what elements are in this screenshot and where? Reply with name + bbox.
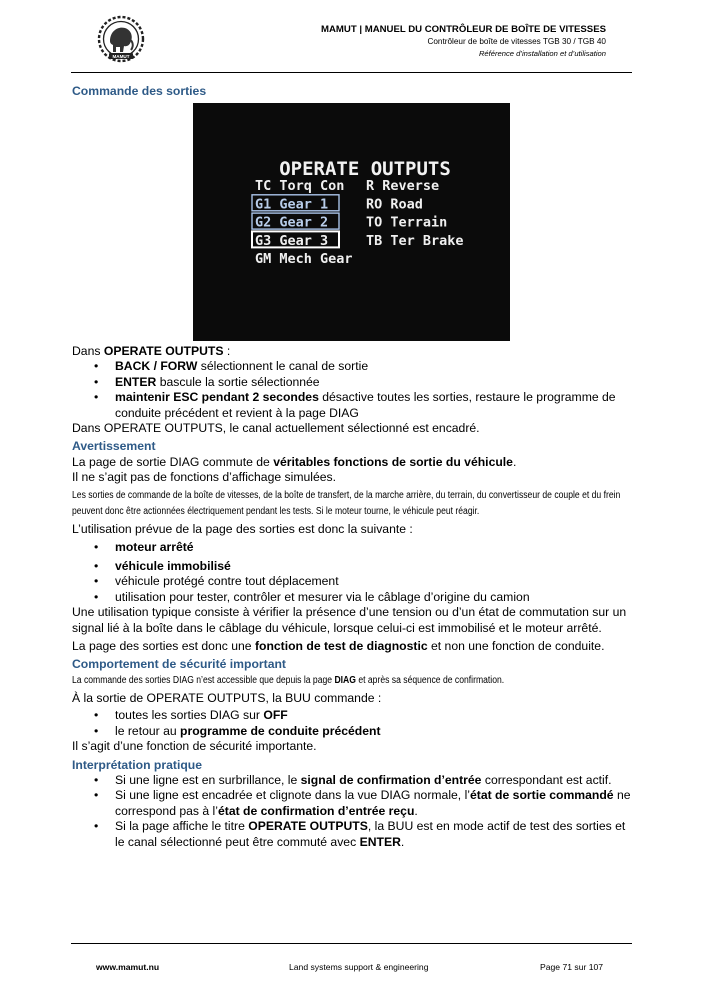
main-content <box>72 344 632 850</box>
list-item: • utilisation pour tester, contrôler et mesurer via le câblage d’origine du camion <box>115 590 632 605</box>
lcd-left-item: G3 Gear 3 <box>255 232 329 249</box>
typical-use-paragraph: Une utilisation typique consiste à vérifier la présence d’une tension ou d’un état de commutation sur un signal lié à la boîte dans le câblage du véhicule, lorsque celui-ci est immobilisé et le moteur arrêté. <box>72 605 627 635</box>
list-item: • toutes les sorties DIAG sur OFF <box>115 708 632 723</box>
safety-line-2: À la sortie de OPERATE OUTPUTS, la BUU commande : <box>72 690 382 705</box>
lcd-left-item: G1 Gear 1 <box>255 196 329 213</box>
lcd-title: OPERATE OUTPUTS <box>279 158 451 180</box>
practical-list <box>72 773 632 850</box>
safety-heading: Comportement de sécurité important <box>72 657 286 672</box>
controls-list <box>72 359 632 421</box>
section-title: Commande des sorties <box>72 84 207 98</box>
warning-detail: Les sorties de commande de la boîte de vitesses, de la boîte de transfert, de la marche arrière, du terrain, du convertisseur de couple et du frein peuvent donc être actionnées électriquement pendant les tests. Si le moteur tourne, le véhicule peut réagir. <box>72 489 621 517</box>
lcd-right-item: TO Terrain <box>366 214 448 231</box>
warning-line-1: La page de sortie DIAG commute de véritables fonctions de sortie du véhicule. <box>72 454 517 469</box>
safety-list <box>72 708 632 739</box>
list-item: • véhicule protégé contre tout déplacement <box>115 574 632 589</box>
list-item: • BACK / FORW sélectionnent le canal de sortie <box>115 359 632 374</box>
list-item: • maintenir ESC pendant 2 secondes désactive toutes les sorties, restaure le programme de conduite précédent et revient à la page DIAG <box>115 390 632 421</box>
list-item: • Si une ligne est encadrée et clignote dans la vue DIAG normale, l’état de sortie commandé ne correspond pas à l’état de confirmation d’entrée reçu. <box>115 788 632 819</box>
list-item: • moteur arrêté <box>115 540 632 555</box>
safety-line-3: Il s’agit d’une fonction de sécurité importante. <box>72 739 317 754</box>
header-reference: Référence d’installation et d’utilisation <box>478 49 606 58</box>
header-title: MAMUT | MANUEL DU CONTRÔLEUR DE BOÎTE DE VITESSES <box>320 24 606 35</box>
list-item: • Si la page affiche le titre OPERATE OUTPUTS, la BUU est en mode actif de test des sorties et le canal sélectionné peut être commuté avec ENTER. <box>115 819 632 850</box>
lcd-left-item: G2 Gear 2 <box>255 214 329 231</box>
list-item: • Si une ligne est en surbrillance, le signal de confirmation d’entrée correspondant est actif. <box>115 773 632 788</box>
intended-use-intro: L’utilisation prévue de la page des sorties est donc la suivante : <box>72 522 413 537</box>
footer-center: Land systems support & engineering <box>289 962 429 972</box>
lcd-display <box>193 103 510 341</box>
diagnostic-paragraph: La page des sorties est donc une fonction de test de diagnostic et non une fonction de conduite. <box>72 638 605 653</box>
practical-heading: Interprétation pratique <box>72 757 203 772</box>
list-item: • ENTER bascule la sortie sélectionnée <box>115 375 632 390</box>
intro-paragraph: Dans OPERATE OUTPUTS : <box>72 344 231 358</box>
lcd-left-item: GM Mech Gear <box>255 251 353 268</box>
footer-rule <box>71 943 632 944</box>
footer-page-number: Page 71 sur 107 <box>540 962 604 972</box>
page-header <box>321 24 606 60</box>
boxed-channel-note: Dans OPERATE OUTPUTS, le canal actuellement sélectionné est encadré. <box>72 421 480 436</box>
logo-text: MAMUT <box>112 53 130 59</box>
warning-heading: Avertissement <box>72 439 156 454</box>
safety-line-1: La commande des sorties DIAG n’est accessible que depuis la page DIAG et après sa séquence de confirmation. <box>72 674 505 686</box>
intended-use-list <box>72 540 632 605</box>
lcd-right-item: R Reverse <box>366 178 440 194</box>
lcd-right-item: TB Ter Brake <box>366 232 464 249</box>
mamut-logo <box>96 14 146 64</box>
footer-url[interactable]: www.mamut.nu <box>96 962 160 972</box>
lcd-left-item: TC Torq Con <box>255 178 345 194</box>
lcd-screen <box>193 103 510 341</box>
header-rule <box>71 72 632 73</box>
lcd-right-item: RO Road <box>366 196 423 213</box>
warning-line-2: Il ne s’agit pas de fonctions d’affichage simulées. <box>72 470 336 485</box>
list-item: • véhicule immobilisé <box>115 559 632 574</box>
list-item: • le retour au programme de conduite précédent <box>115 724 632 739</box>
header-subtitle: Contrôleur de boîte de vitesses TGB 30 / TGB 40 <box>427 37 606 46</box>
